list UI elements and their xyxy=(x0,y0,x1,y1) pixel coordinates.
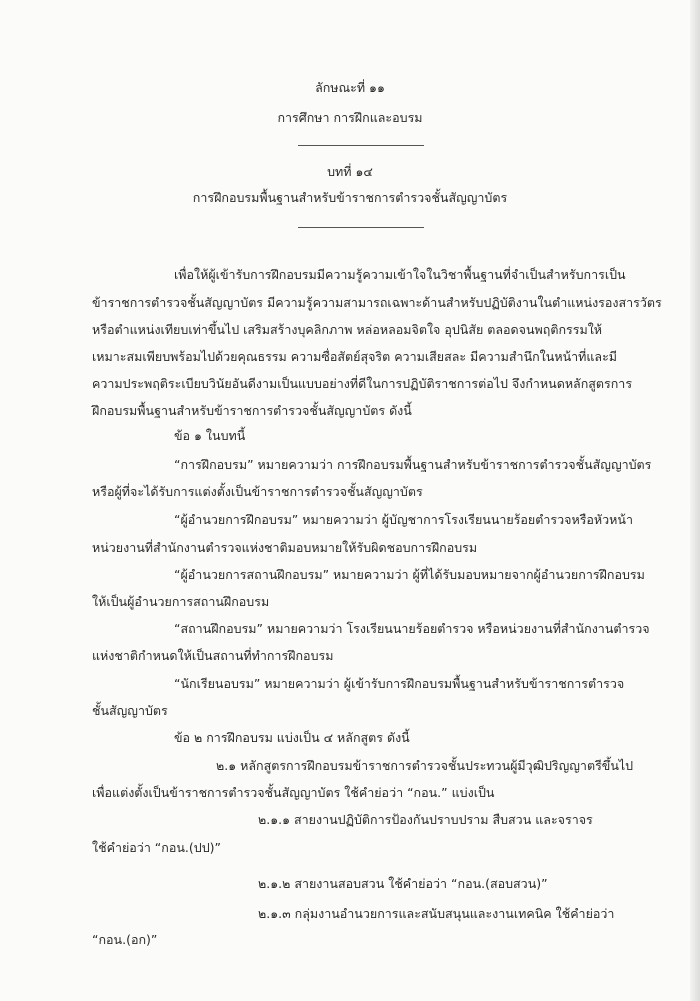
preamble-line: เพื่อให้ผู้เข้ารับการฝึกอบรมมีความรู้ความเข้าใจในวิชาพื้นฐานที่จำเป็นสำหรับการเป็น xyxy=(174,267,626,282)
preamble-line: เหมาะสมเพียบพร้อมไปด้วยคุณธรรม ความซื่อสัตย์สุจริต ความเสียสละ มีความสำนึกในหน้าที่และมี xyxy=(92,349,618,364)
header-divider-bottom xyxy=(298,227,424,228)
preamble-line: ฝึกอบรมพื้นฐานสำหรับข้าราชการตำรวจชั้นสัญญาบัตร ดังนี้ xyxy=(92,403,412,418)
clause-heading: ข้อ ๑ ในบทนี้ xyxy=(174,428,246,443)
definition-line: หน่วยงานที่สำนักงานตำรวจแห่งชาติมอบหมายให้รับผิดชอบการฝึกอบรม xyxy=(92,540,478,555)
clause-heading: ข้อ ๒ การฝึกอบรม แบ่งเป็น ๔ หลักสูตร ดังนี้ xyxy=(174,730,410,745)
chapter-number: บทที่ ๑๔ xyxy=(327,164,373,179)
definition-line: หรือผู้ที่จะได้รับการแต่งตั้งเป็นข้าราชการตำรวจชั้นสัญญาบัตร xyxy=(92,484,423,499)
definition-line: แห่งชาติกำหนดให้เป็นสถานที่ทำการฝึกอบรม xyxy=(92,648,334,663)
header-divider-top xyxy=(298,145,424,146)
preamble-line: ข้าราชการตำรวจชั้นสัญญาบัตร มีความรู้ความสามารถเฉพาะด้านสำหรับปฏิบัติงานในตำแหน่งรองสารวัตร xyxy=(92,295,662,310)
subclause-line: ๒.๑ หลักสูตรการฝึกอบรมข้าราชการตำรวจชั้นประทวนผู้มีวุฒิปริญญาตรีขึ้นไป xyxy=(216,758,634,773)
definition-line: “การฝึกอบรม” หมายความว่า การฝึกอบรมพื้นฐานสำหรับข้าราชการตำรวจชั้นสัญญาบัตร xyxy=(174,457,652,472)
subclause-line: ใช้คำย่อว่า “กอน.(ปป)” xyxy=(92,840,221,855)
page-edge-shadow xyxy=(690,0,700,1001)
definition-line: “ผู้อำนวยการสถานฝึกอบรม” หมายความว่า ผู้ที่ได้รับมอบหมายจากผู้อำนวยการฝึกอบรม xyxy=(174,567,645,582)
subclause-line: ๒.๑.๑ สายงานปฏิบัติการป้องกันปราบปราม สืบสวน และจราจร xyxy=(258,812,593,827)
preamble-line: ความประพฤติระเบียบวินัยอันดีงามเป็นแบบอย่างที่ดีในการปฏิบัติราชการต่อไป จึงกำหนดหลักสูตรการ xyxy=(92,376,633,391)
chapter-title: การฝึกอบรมพื้นฐานสำหรับข้าราชการตำรวจชั้นสัญญาบัตร xyxy=(192,190,508,205)
part-title: การศึกษา การฝึกและอบรม xyxy=(277,110,423,125)
definition-line: ชั้นสัญญาบัตร xyxy=(92,703,168,718)
definition-line: “นักเรียนอบรม” หมายความว่า ผู้เข้ารับการฝึกอบรมพื้นฐานสำหรับข้าราชการตำรวจ xyxy=(174,676,625,691)
subclause-line: ๒.๑.๒ สายงานสอบสวน ใช้คำย่อว่า “กอน.(สอบสวน)” xyxy=(258,876,548,891)
subclause-line: ๒.๑.๓ กลุ่มงานอำนวยการและสนับสนุนและงานเทคนิค ใช้คำย่อว่า xyxy=(258,906,615,921)
subclause-line: “กอน.(อก)” xyxy=(92,932,158,947)
subclause-line: เพื่อแต่งตั้งเป็นข้าราชการตำรวจชั้นสัญญาบัตร ใช้คำย่อว่า “กอน.” แบ่งเป็น xyxy=(92,785,495,800)
definition-line: “สถานฝึกอบรม” หมายความว่า โรงเรียนนายร้อยตำรวจ หรือหน่วยงานที่สำนักงานตำรวจ xyxy=(174,621,650,636)
definition-line: ให้เป็นผู้อำนวยการสถานฝึกอบรม xyxy=(92,594,270,609)
preamble-line: หรือตำแหน่งเทียบเท่าขึ้นไป เสริมสร้างบุคลิกภาพ หล่อหลอมจิตใจ อุปนิสัย ตลอดจนพฤติกรรมให้ xyxy=(92,322,603,337)
definition-line: “ผู้อำนวยการฝึกอบรม” หมายความว่า ผู้บัญชาการโรงเรียนนายร้อยตำรวจหรือหัวหน้า xyxy=(174,512,633,527)
part-number: ลักษณะที่ ๑๑ xyxy=(315,80,385,95)
